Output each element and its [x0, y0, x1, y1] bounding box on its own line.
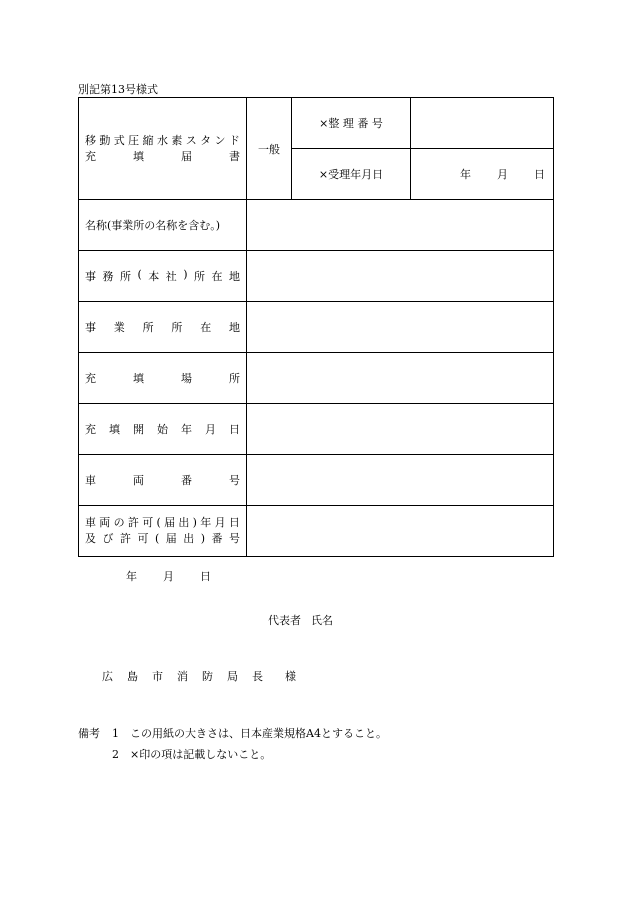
field-label-business-address: 事 業 所 所 在 地 [79, 302, 247, 353]
note-text: ×印の項は記載しないこと。 [130, 748, 272, 761]
field-label-filling-start-date: 充 填 開 始 年 月 日 [79, 404, 247, 455]
field-value-vehicle-number[interactable] [247, 455, 554, 506]
submission-month-label: 月 [163, 570, 174, 583]
note-number: 1 [112, 727, 119, 740]
field-label-vehicle-number: 車 両 番 号 [79, 455, 247, 506]
addressee-honorific: 様 [285, 670, 296, 683]
field-label-filling-location: 充 填 場 所 [79, 353, 247, 404]
category-cell: 一般 [247, 98, 292, 200]
received-month-label: 月 [497, 168, 508, 181]
reference-number-field[interactable] [411, 98, 554, 149]
notes-section [78, 723, 387, 765]
representative-line [268, 612, 333, 628]
field-value-filling-start-date[interactable] [247, 404, 554, 455]
addressee-name: 広 島 市 消 防 局 長 [102, 670, 263, 683]
field-value-business-address[interactable] [247, 302, 554, 353]
note-number: 2 [112, 748, 119, 761]
notification-form-table [78, 97, 554, 557]
representative-name-label: 氏名 [311, 614, 333, 627]
received-day-label: 日 [534, 168, 545, 181]
notes-heading: 備考 [78, 727, 100, 740]
form-title-line2: 充 填 届 書 [85, 149, 240, 163]
form-number: 別記第13号様式 [78, 83, 158, 96]
received-year-label: 年 [460, 168, 471, 181]
reference-number-label: ×整 理 番 号 [292, 98, 411, 149]
received-date-label: ×受理年月日 [292, 149, 411, 200]
submission-day-label: 日 [200, 570, 211, 583]
form-title [79, 98, 247, 200]
field-value-company-name[interactable] [247, 200, 554, 251]
field-label-company-name: 名称(事業所の名称を含む。) [79, 200, 247, 251]
submission-date [126, 568, 211, 584]
field-label-head-office-address: 事 務 所 ( 本 社 ) 所 在 地 [79, 251, 247, 302]
field-value-filling-location[interactable] [247, 353, 554, 404]
representative-role: 代表者 [268, 614, 301, 627]
note-text: この用紙の大きさは、日本産業規格A4とすること。 [130, 727, 387, 740]
addressee [102, 668, 296, 684]
form-title-line1: 移 動 式 圧 縮 水 素 ス タ ン ド [85, 133, 240, 147]
field-value-head-office-address[interactable] [247, 251, 554, 302]
submission-year-label: 年 [126, 570, 137, 583]
field-value-vehicle-permit[interactable] [247, 506, 554, 557]
field-label-vehicle-permit: 車 両 の 許 可 ( 届 出 ) 年 月 日 及 び 許 可 ( 届 出 ) 番 号 [79, 506, 247, 557]
received-date-field[interactable] [411, 149, 554, 200]
